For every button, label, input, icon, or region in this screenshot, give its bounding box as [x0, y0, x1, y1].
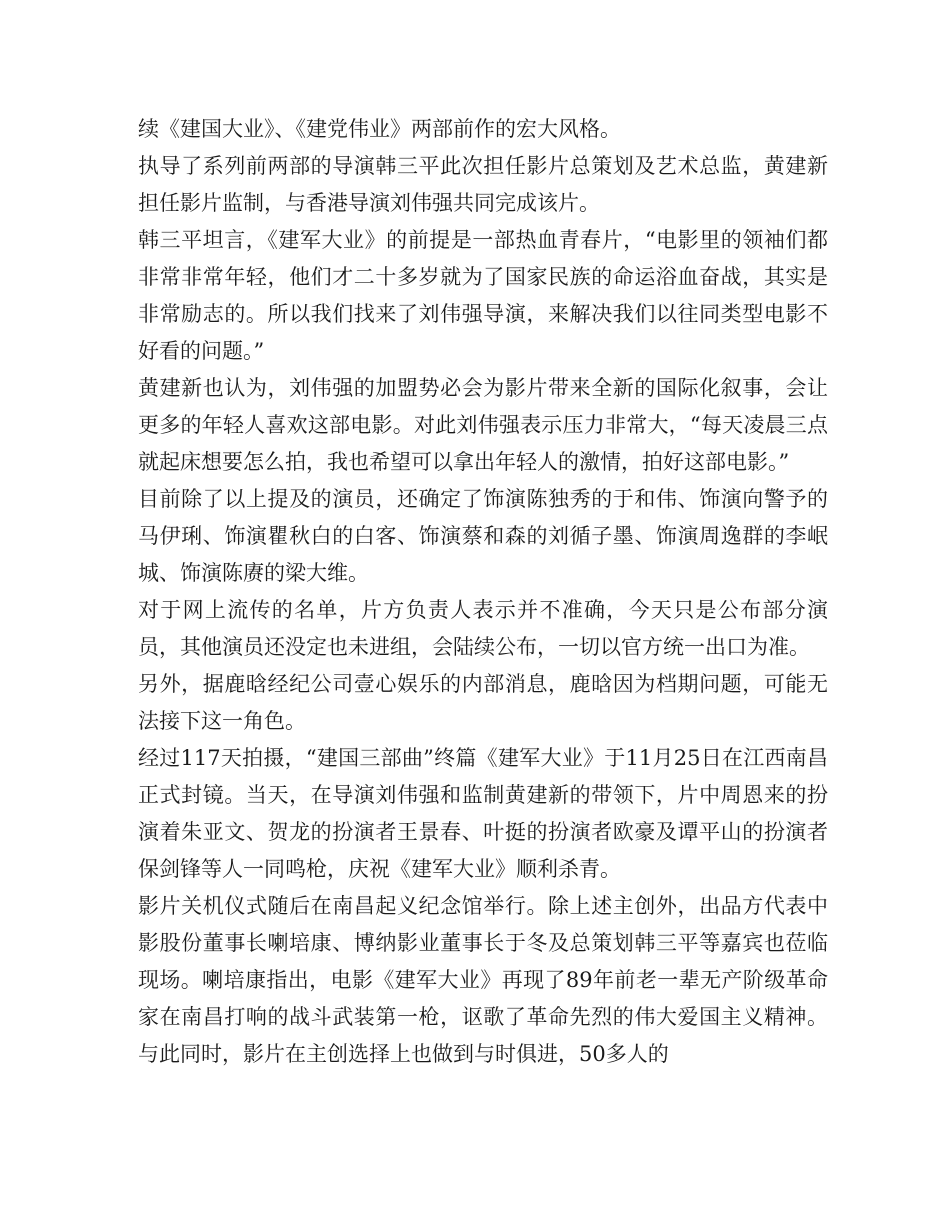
paragraph: 执导了系列前两部的导演韩三平此次担任影片总策划及艺术总监，黄建新担任影片监制，与香港导演刘伟强共同完成该片。 [138, 154, 828, 215]
paragraph: 韩三平坦言，《建军大业》的前提是一部热血青春片，“电影里的领袖们都非常非常年轻，他们才二十多岁就为了国家民族的命运浴血奋战，其实是非常励志的。所以我们找来了刘伟强导演，来解决我们以往同类型电影不好看的问题。” [138, 228, 828, 363]
paragraph: 对于网上流传的名单，片方负责人表示并不准确，今天只是公布部分演员，其他演员还没定也未进组，会陆续公布，一切以官方统一出口为准。 [138, 598, 828, 659]
paragraph: 另外，据鹿晗经纪公司壹心娱乐的内部消息，鹿晗因为档期问题，可能无法接下这一角色。 [138, 672, 828, 733]
paragraph: 黄建新也认为，刘伟强的加盟势必会为影片带来全新的国际化叙事，会让更多的年轻人喜欢这部电影。对此刘伟强表示压力非常大，“每天凌晨三点就起床想要怎么拍，我也希望可以拿出年轻人的激情，拍好这部电影。” [138, 376, 828, 474]
paragraph: 影片关机仪式随后在南昌起义纪念馆举行。除上述主创外，出品方代表中影股份董事长喇培康、博纳影业董事长于冬及总策划韩三平等嘉宾也莅临现场。喇培康指出，电影《建军大业》再现了89年前老一辈无产阶级革命家在南昌打响的战斗武装第一枪，讴歌了革命先烈的伟大爱国主义精神。与此同时，影片在主创选择上也做到与时俱进，50多人的 [138, 894, 828, 1066]
article-body [138, 111, 828, 1073]
paragraph: 续《建国大业》、《建党伟业》两部前作的宏大风格。 [138, 117, 621, 141]
paragraph: 经过117天拍摄，“建国三部曲”终篇《建军大业》于11月25日在江西南昌正式封镜。当天，在导演刘伟强和监制黄建新的带领下，片中周恩来的扮演着朱亚文、贺龙的扮演者王景春、叶挺的扮演者欧豪及谭平山的扮演者保剑锋等人一同鸣枪，庆祝《建军大业》顺利杀青。 [138, 746, 828, 881]
paragraph: 目前除了以上提及的演员，还确定了饰演陈独秀的于和伟、饰演向警予的马伊琍、饰演瞿秋白的白客、饰演蔡和森的刘循子墨、饰演周逸群的李岷城、饰演陈赓的梁大维。 [138, 487, 828, 585]
